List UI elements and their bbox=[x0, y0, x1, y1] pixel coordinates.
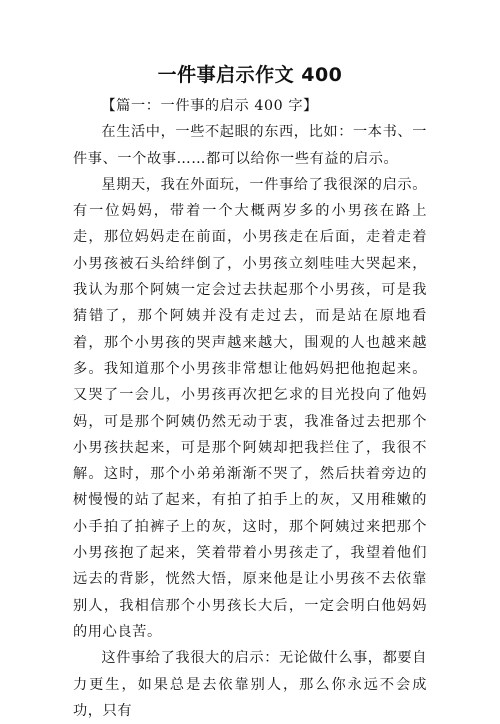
paragraph-intro: 在生活中，一些不起眼的东西，比如：一本书、一件事、一个故事……都可以给你一些有益的启示。 bbox=[73, 124, 427, 167]
paragraph-lesson: 这件事给了我很大的启示：无论做什么事，都要自力更生，如果总是去依靠别人，那么你永远不会成功，只有 bbox=[73, 650, 427, 719]
document-title: 一件事启示作文 400 bbox=[157, 64, 343, 86]
section-heading: 【篇一：一件事的启示 400 字】 bbox=[101, 98, 318, 114]
document-body bbox=[73, 93, 427, 724]
paragraph-story: 星期天，我在外面玩，一件事给了我很深的启示。有一位妈妈，带着一个大概两岁多的小男孩在路上走，那位妈妈走在前面，小男孩走在后面，走着走着小男孩被石头给绊倒了，小男孩立刻哇哇大哭起来，我认为那个阿姨一定会过去扶起那个小男孩，可是我猜错了，那个阿姨并没有走过去，而是站在原地看着，那个小男孩的哭声越来越大，围观的人也越来越多。我知道那个小男孩非常想让他妈妈把他抱起来。又哭了一会儿，小男孩再次把乞求的目光投向了他妈妈，可是那个阿姨仍然无动于衷，我准备过去把那个小男孩扶起来，可是那个阿姨却把我拦住了，我很不解。这时，那个小弟弟渐渐不哭了，然后扶着旁边的树慢慢的站了起来，有拍了拍手上的灰，又用稚嫩的小手拍了拍裤子上的灰，这时，那个阿姨过来把那个小男孩抱了起来，笑着带着小男孩走了，我望着他们远去的背影，恍然大悟，原来他是让小男孩不去依靠别人，我相信那个小男孩长大后，一定会明白他妈妈的用心良苦。 bbox=[73, 176, 427, 640]
